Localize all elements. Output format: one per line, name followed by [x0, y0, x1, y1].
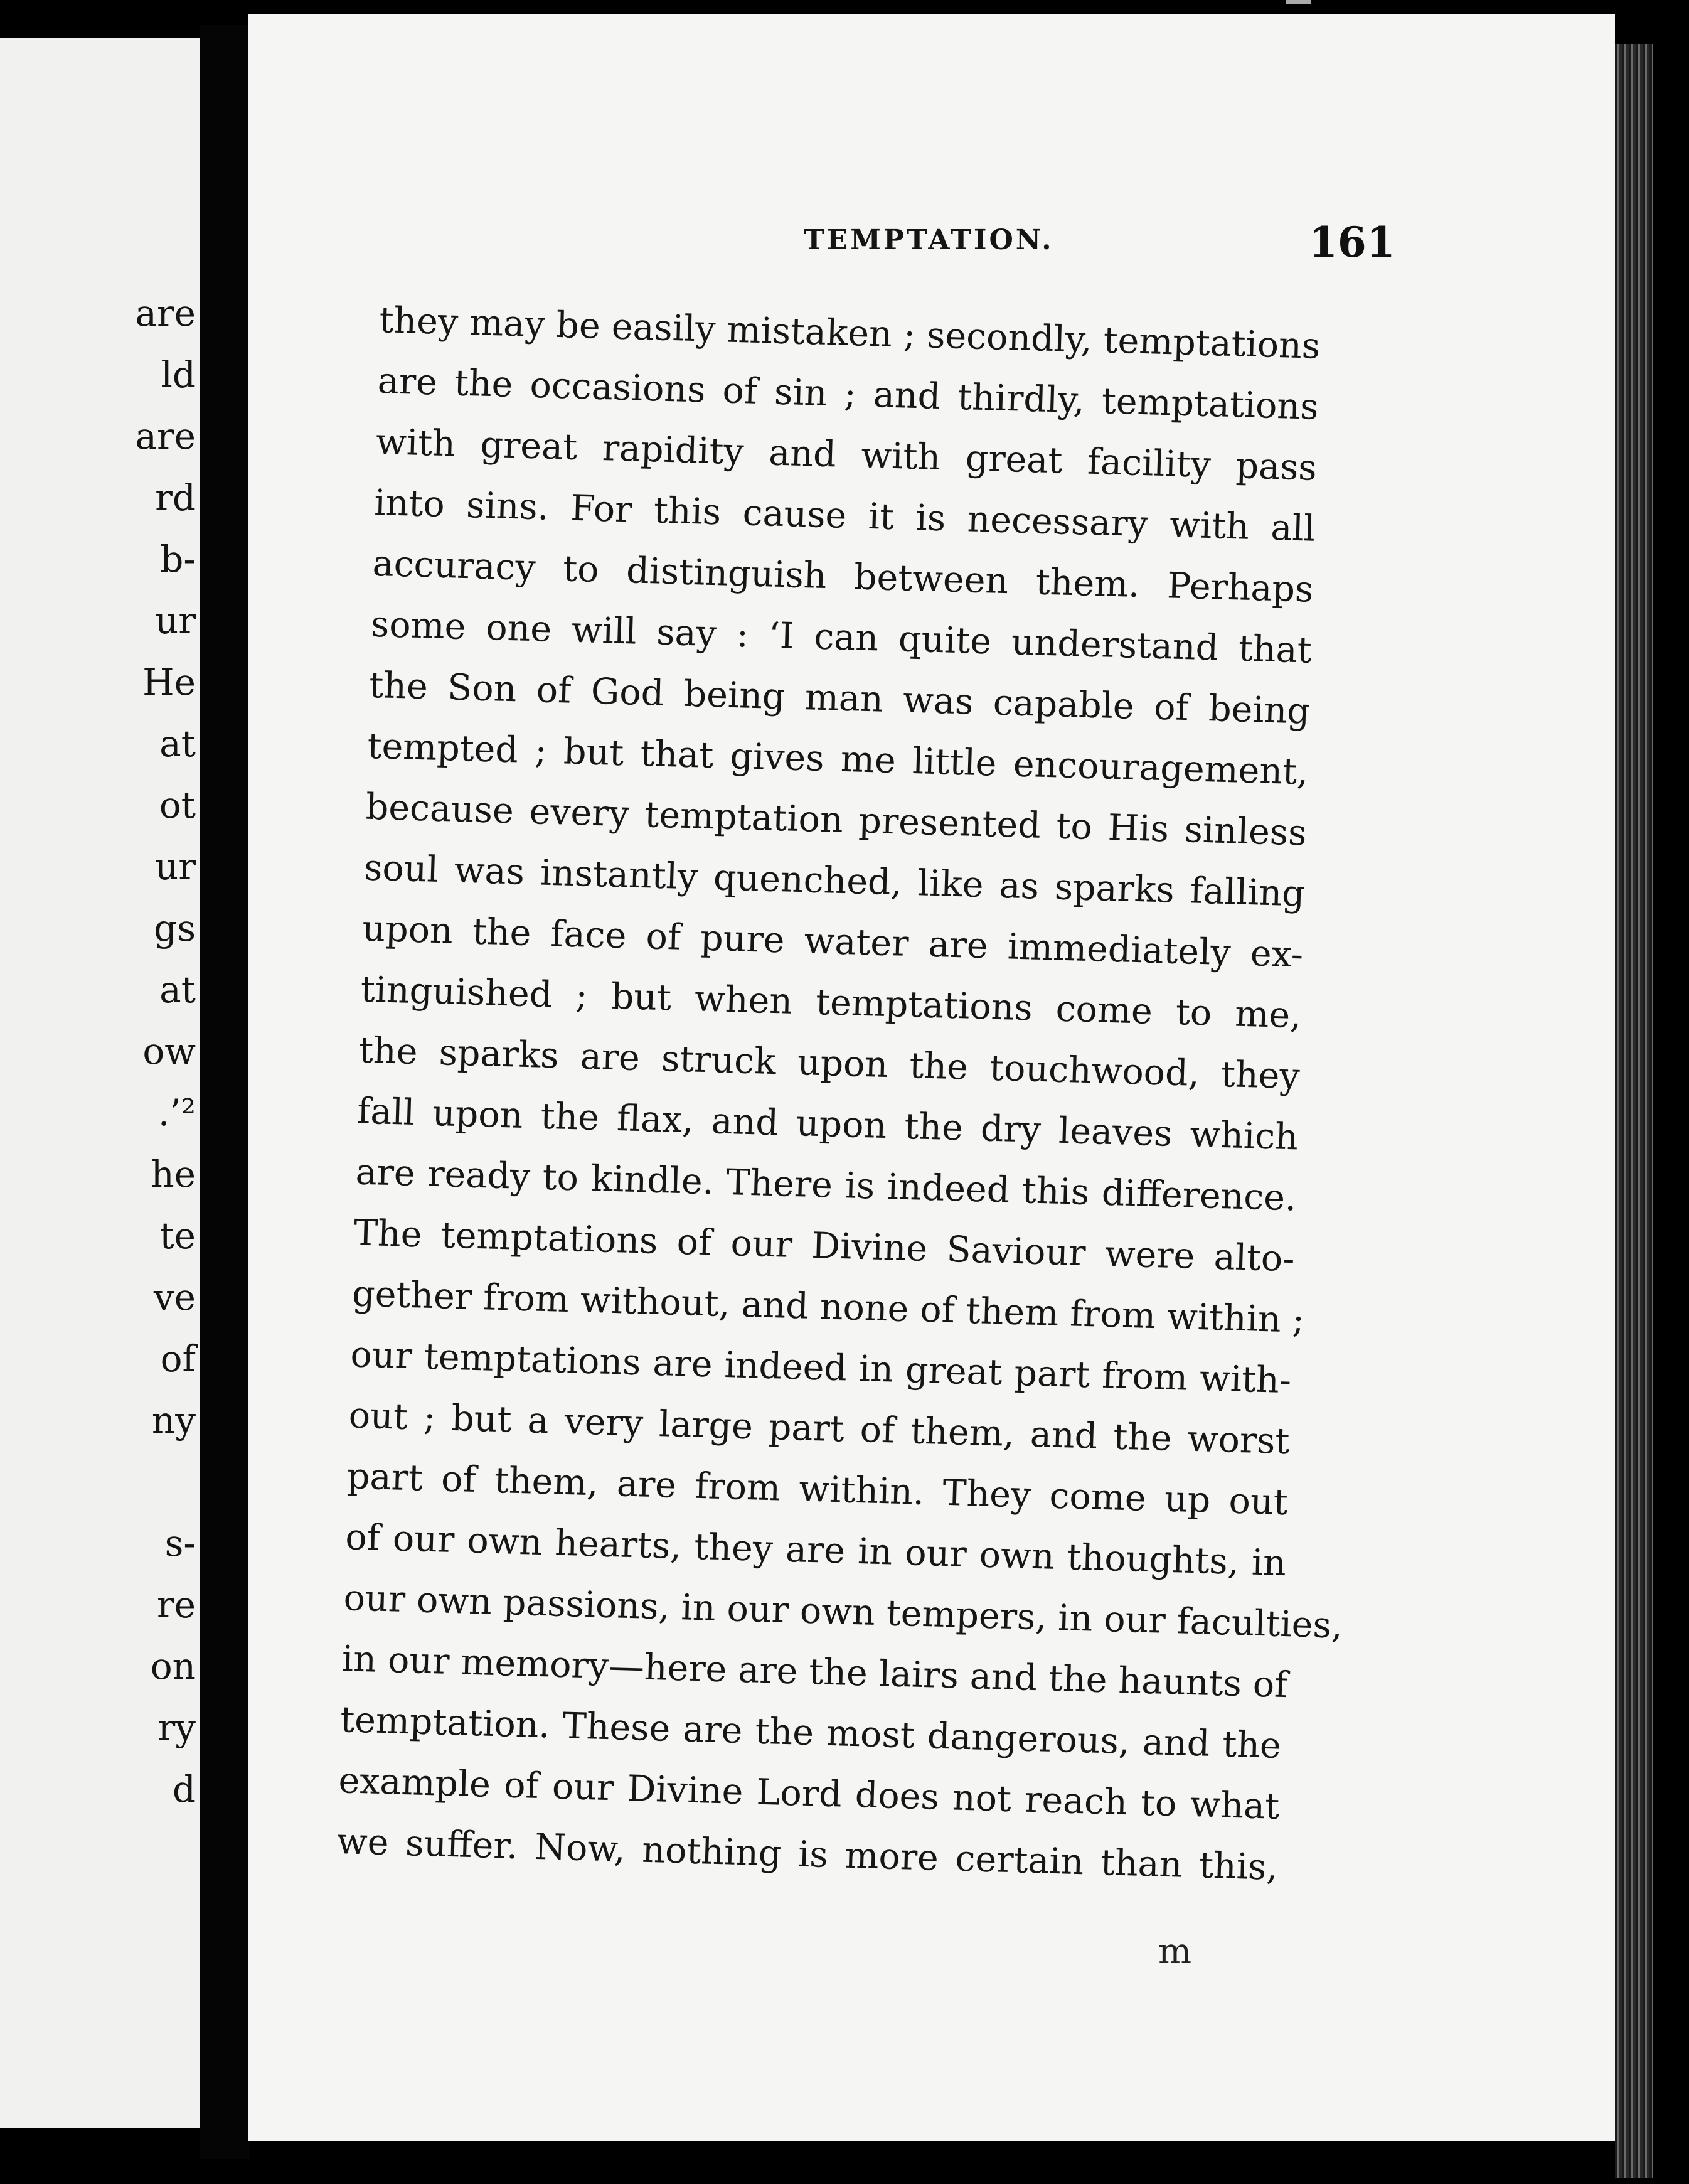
page-body-text — [336, 290, 1343, 1898]
line-ending: ny — [151, 1399, 196, 1442]
previous-page-line-endings — [135, 282, 196, 1820]
text-line: are the occasions of sin ; and thirdly, temptations — [377, 360, 1319, 428]
text-line: the Son of God being man was capable of being — [368, 664, 1311, 732]
line-ending: rd — [155, 476, 196, 519]
line-ending: ve — [153, 1276, 196, 1319]
line-ending: b- — [160, 538, 196, 581]
line-ending — [135, 1451, 196, 1512]
running-title: TEMPTATION. — [804, 224, 1054, 256]
line-ending: ot — [159, 784, 196, 827]
text-line: soul was instantly quenched, like as sparks falling — [363, 847, 1306, 915]
text-line: we suffer. Now, nothing is more certain than this, — [336, 1821, 1279, 1888]
text-line: upon the face of pure water are immediately ex- — [361, 907, 1304, 976]
text-line: into sins. For this cause it is necessary with all — [373, 481, 1316, 550]
line-ending: of — [160, 1337, 196, 1380]
line-ending: at — [159, 722, 196, 765]
line-ending: He — [142, 661, 196, 704]
text-line: our temptations are indeed in great part from with- — [349, 1334, 1292, 1402]
book-gutter — [200, 25, 250, 2159]
text-line: of our own hearts, they are in our own thoughts, in — [344, 1516, 1287, 1585]
line-ending: te — [159, 1214, 196, 1257]
text-line: gether from without, and none of them from within ; — [351, 1273, 1305, 1341]
line-ending: s- — [164, 1522, 196, 1565]
text-line: the sparks are struck upon the touchwood, they — [358, 1029, 1301, 1098]
text-line: part of them, are from within. They come up out — [346, 1455, 1289, 1524]
text-line: our own passions, in our own tempers, in our faculties, — [343, 1577, 1343, 1647]
line-ending: are — [135, 292, 196, 335]
line-ending: re — [156, 1583, 196, 1626]
text-line: fall upon the flax, and upon the dry leaves which — [356, 1090, 1299, 1159]
text-line: some one will say : ‘I can quite understand that — [370, 603, 1313, 672]
text-line: tinguished ; but when temptations come to me, — [360, 968, 1303, 1037]
line-ending: ow — [142, 1030, 196, 1073]
line-ending: d — [172, 1768, 196, 1811]
text-line: tempted ; but that gives me little encouragement, — [366, 725, 1309, 793]
text-line: accuracy to distinguish between them. Perhaps — [371, 542, 1314, 611]
text-line: out ; but a very large part of them, and the worst — [348, 1394, 1291, 1463]
line-ending: .’² — [157, 1091, 196, 1134]
text-line: in our memory—here are the lairs and the haunts of — [341, 1638, 1289, 1706]
line-ending: he — [151, 1153, 196, 1196]
text-line: The temptations of our Divine Saviour were alto- — [353, 1212, 1296, 1280]
line-ending: are — [135, 415, 196, 458]
text-line: they may be easily mistaken ; secondly, temptations — [378, 299, 1321, 367]
line-ending: ry — [157, 1706, 196, 1749]
line-ending: ur — [154, 845, 196, 888]
signature-mark: m — [1158, 1931, 1192, 1972]
line-ending: ur — [154, 599, 196, 642]
line-ending: ld — [161, 353, 196, 396]
scan-artifact — [1286, 0, 1311, 4]
line-ending: on — [150, 1645, 196, 1688]
line-ending: at — [159, 968, 196, 1011]
previous-page-fragment — [0, 38, 200, 2128]
text-line: example of our Divine Lord does not reach to what — [338, 1760, 1280, 1828]
text-line: because every temptation presented to His sinless — [365, 786, 1308, 854]
book-page — [248, 14, 1615, 2141]
page-edges — [1615, 44, 1653, 2178]
text-line: temptation. These are the most dangerous, and the — [339, 1699, 1282, 1767]
line-ending: gs — [154, 907, 196, 950]
text-line: with great rapidity and with great facility pass — [375, 420, 1318, 489]
page-number: 161 — [1309, 218, 1395, 267]
text-line: are ready to kindle. There is indeed this difference. — [354, 1151, 1297, 1219]
